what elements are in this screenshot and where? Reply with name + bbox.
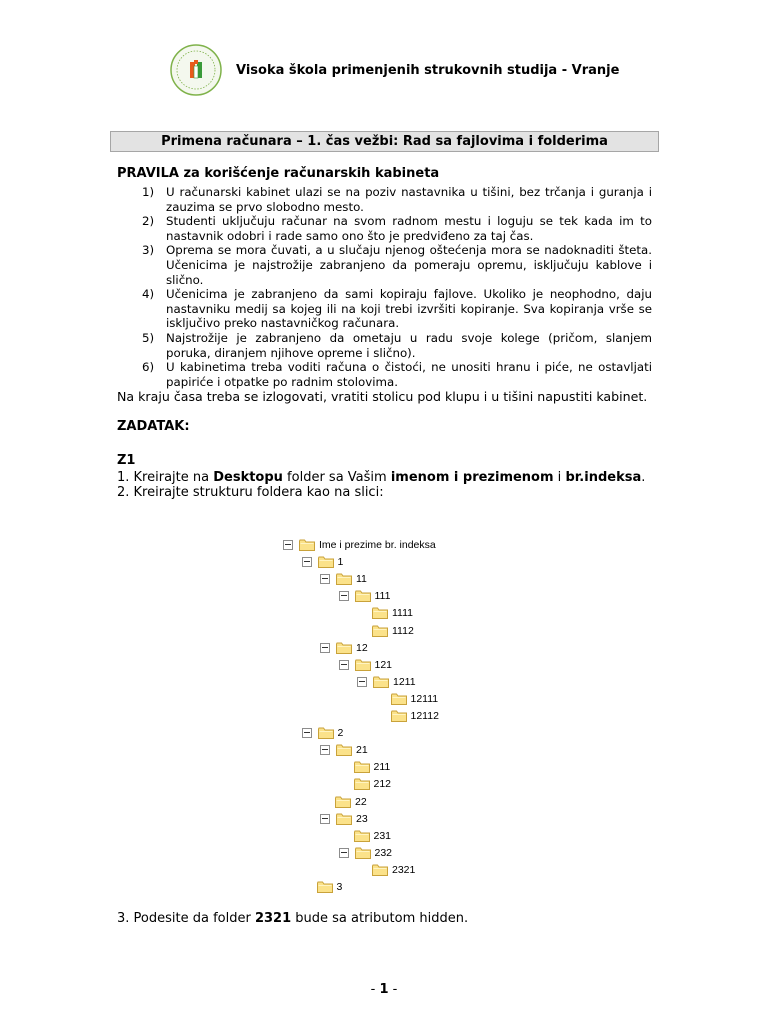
folder-label: 121: [374, 658, 393, 671]
tree-node[interactable]: [320, 742, 368, 758]
folder-icon: [372, 607, 392, 619]
rule-item: [117, 331, 652, 360]
tree-node[interactable]: [391, 691, 439, 707]
task-heading: ZADATAK:: [117, 419, 190, 435]
tree-node[interactable]: [354, 828, 392, 844]
collapse-toggle-icon[interactable]: [320, 814, 330, 824]
folder-icon: [318, 556, 338, 568]
rule-number: 2): [142, 214, 155, 229]
task-step-1: 1. Kreirajte na Desktopu folder sa Vašim imenom i prezimenom i br.indeksa.: [117, 470, 646, 486]
folder-label: 1211: [393, 675, 416, 688]
rule-text: U računarski kabinet ulazi se na poziv nastavnika u tišini, bez trčanja i guranja i zauzima se prvo slobodno mesto.: [166, 185, 652, 214]
page-number: - 1 -: [370, 982, 398, 997]
folder-icon: [354, 778, 374, 790]
tree-node[interactable]: [283, 537, 436, 553]
rule-item: [117, 214, 652, 243]
folder-label: 1112: [392, 624, 414, 637]
folder-label: 1: [337, 556, 344, 569]
tree-node[interactable]: [302, 725, 344, 741]
rules-closing: Na kraju časa treba se izlogovati, vratiti stolicu pod klupu i u tišini napustiti kabinet.: [117, 389, 648, 405]
rules-heading: PRAVILA za korišćenje računarskih kabineta: [117, 166, 440, 181]
tree-node[interactable]: [320, 571, 367, 587]
rule-text: Oprema se mora čuvati, a u slučaju njenog oštećenja mora se nadoknaditi šteta. Učenicima je najstrožije zabranjeno da pomeraju opremu, isključuju kablove i slično.: [166, 243, 652, 287]
folder-label: 1111: [392, 607, 414, 620]
folder-label: 232: [374, 846, 393, 859]
school-logo: [170, 44, 222, 96]
folder-label: 111: [374, 590, 391, 603]
tree-node[interactable]: [339, 588, 391, 604]
rule-item: [117, 287, 652, 331]
folder-label: 212: [373, 778, 392, 791]
folder-label: 22: [355, 795, 367, 808]
task-step-3: 3. Podesite da folder 2321 bude sa atributom hidden.: [117, 911, 469, 926]
task-step-2: 2. Kreirajte strukturu foldera kao na slici:: [117, 485, 384, 501]
tree-node[interactable]: [357, 674, 416, 690]
tree-node[interactable]: [372, 862, 415, 878]
folder-icon: [372, 864, 392, 876]
collapse-toggle-icon[interactable]: [339, 591, 349, 601]
rule-item: [117, 360, 652, 389]
folder-icon: [299, 539, 319, 551]
tree-node[interactable]: [372, 605, 413, 621]
folder-icon: [354, 830, 374, 842]
folder-icon: [318, 727, 338, 739]
tree-node[interactable]: [320, 640, 368, 656]
folder-icon: [354, 761, 374, 773]
tree-node[interactable]: [372, 623, 414, 639]
folder-icon: [391, 693, 411, 705]
collapse-toggle-icon[interactable]: [283, 540, 293, 550]
document-title: Primena računara – 1. čas vežbi: Rad sa fajlovima i folderima: [110, 131, 659, 152]
tree-node[interactable]: [391, 708, 439, 724]
collapse-toggle-icon[interactable]: [320, 745, 330, 755]
folder-icon: [335, 796, 355, 808]
rule-number: 1): [142, 185, 155, 199]
tree-node[interactable]: [354, 776, 392, 792]
folder-label: Ime i prezime br. indeksa: [319, 539, 436, 551]
tree-node[interactable]: [317, 879, 343, 895]
tree-node[interactable]: [339, 657, 393, 673]
rule-number: 6): [142, 360, 155, 375]
folder-icon: [336, 642, 356, 654]
rule-text: Studenti uključuju računar na svom radnom mestu i loguju se tek kada im to nastavnik odobri i rade samo ono što je predviđeno za taj čas.: [166, 214, 652, 243]
task-z1-heading: Z1: [117, 453, 136, 469]
folder-icon: [336, 573, 356, 585]
folder-icon: [391, 710, 411, 722]
folder-icon: [336, 744, 356, 756]
collapse-toggle-icon[interactable]: [339, 848, 349, 858]
folder-icon: [355, 590, 375, 602]
folder-label: 11: [356, 573, 367, 586]
rule-text: U kabinetima treba voditi računa o čistoći, ne unositi hranu i piće, ne ostavljati papiriće i otpatke po radnim stolovima.: [166, 360, 652, 389]
folder-label: 231: [373, 829, 392, 842]
rule-item: [117, 243, 652, 287]
collapse-toggle-icon[interactable]: [339, 660, 349, 670]
folder-icon: [355, 847, 375, 859]
folder-label: 12112: [410, 710, 439, 722]
folder-icon: [373, 676, 393, 688]
collapse-toggle-icon[interactable]: [320, 643, 330, 653]
tree-node[interactable]: [302, 554, 344, 570]
rule-text: Najstrožije je zabranjeno da ometaju u radu svoje kolege (pričom, slanjem poruka, diranjem njihove opreme i slično).: [166, 330, 652, 360]
folder-icon: [355, 659, 375, 671]
school-name: Visoka škola primenjenih strukovnih studija - Vranje: [236, 62, 620, 78]
folder-label: 12: [356, 641, 368, 654]
collapse-toggle-icon[interactable]: [302, 557, 312, 567]
rule-number: 4): [142, 287, 155, 302]
rules-list: [117, 185, 652, 389]
rule-item: [117, 185, 652, 214]
rule-number: 3): [142, 243, 155, 258]
document-header: [170, 44, 619, 96]
folder-label: 3: [336, 881, 343, 893]
tree-node[interactable]: [354, 759, 391, 775]
rule-text: Učenicima je zabranjeno da sami kopiraju fajlove. Ukoliko je neophodno, daju nastavniku medij sa kojeg ili na koji trebi izvršiti kopiranje. Sva kopiranja vrše se isključivo preko nastavničkog računara.: [166, 287, 652, 331]
folder-label: 211: [373, 761, 391, 774]
folder-icon: [336, 813, 356, 825]
rule-number: 5): [142, 330, 155, 345]
collapse-toggle-icon[interactable]: [302, 728, 312, 738]
tree-node[interactable]: [320, 811, 368, 827]
tree-node[interactable]: [339, 845, 393, 861]
main-content: [117, 166, 652, 500]
folder-label: 21: [356, 744, 368, 757]
folder-label: 23: [356, 812, 368, 825]
folder-label: 2321: [392, 863, 416, 876]
tree-node[interactable]: [335, 794, 367, 810]
collapse-toggle-icon[interactable]: [320, 574, 330, 584]
collapse-toggle-icon[interactable]: [357, 677, 367, 687]
folder-icon: [317, 881, 337, 893]
folder-icon: [372, 625, 392, 637]
folder-label: 2: [337, 727, 344, 740]
folder-label: 12111: [410, 692, 439, 705]
